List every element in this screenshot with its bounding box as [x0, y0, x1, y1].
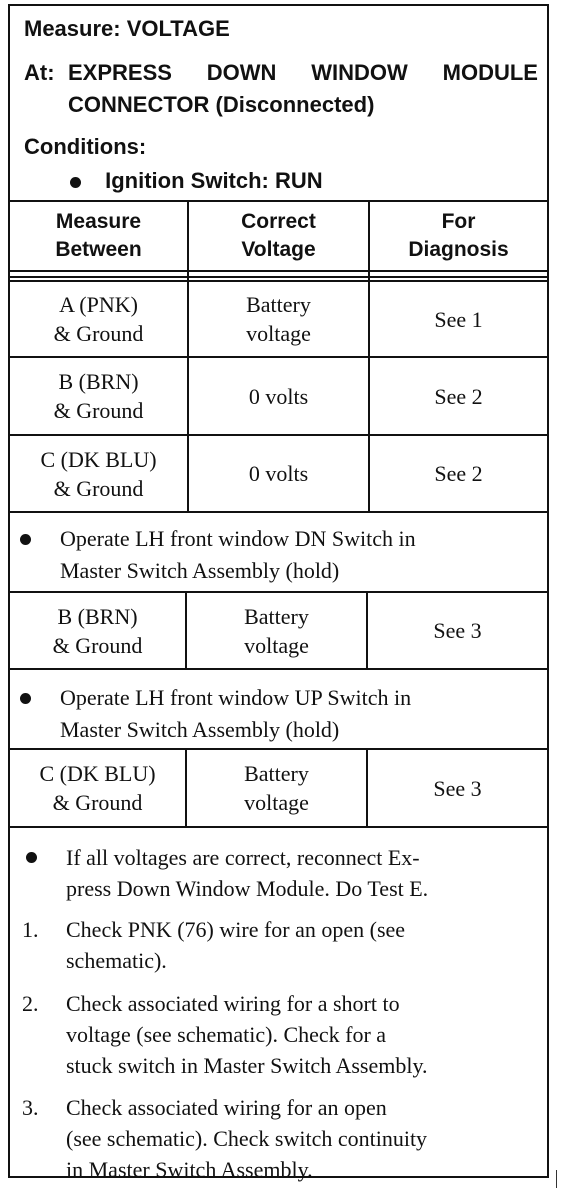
- cell-line: voltage: [244, 790, 309, 815]
- cell-line: & Ground: [52, 790, 143, 815]
- cell-line: C (DK BLU): [40, 446, 157, 472]
- correct-voltage-cell: [187, 593, 366, 668]
- note-text: [66, 1092, 536, 1185]
- divider: [10, 270, 547, 272]
- voltage-test-chart: [8, 4, 549, 1182]
- instruction-line: Master Switch Assembly (hold): [60, 558, 340, 583]
- divider: [10, 826, 547, 828]
- scan-mark: [556, 1170, 557, 1188]
- measure-between-cell: [10, 750, 185, 826]
- note-line: Check PNK (76) wire for an open (see: [66, 917, 406, 942]
- bullet-icon: [26, 852, 37, 863]
- cell-line: Battery: [246, 292, 311, 317]
- note-text: [66, 988, 536, 1081]
- diagnosis-cell: See 1: [434, 306, 483, 332]
- note-line: schematic).: [66, 948, 167, 973]
- at-word-1: EXPRESS: [68, 60, 172, 85]
- note-line: Check associated wiring for a short to: [66, 991, 400, 1016]
- cell-line: & Ground: [53, 321, 144, 346]
- note-number: 3.: [22, 1095, 39, 1120]
- diagnosis-notes: [10, 842, 547, 1182]
- note-line: (see schematic). Check switch continuity: [66, 1126, 428, 1151]
- instruction-line: Operate LH front window UP Switch in: [60, 685, 412, 710]
- note-line: If all voltages are correct, reconnect Ex-: [66, 845, 420, 870]
- at-label: At:: [24, 60, 55, 85]
- cell-line: B (BRN): [58, 369, 139, 394]
- correct-voltage-cell: 0 volts: [248, 383, 309, 409]
- at-word-2: DOWN: [206, 60, 277, 85]
- cell-line: & Ground: [53, 475, 144, 501]
- diagnosis-cell: See 2: [434, 461, 483, 486]
- correct-voltage-cell: 0 volts: [248, 461, 309, 486]
- note-text: [66, 914, 536, 976]
- instruction-line: Master Switch Assembly (hold): [60, 717, 340, 742]
- header-line: Between: [55, 238, 142, 261]
- cell-line: Battery: [244, 761, 309, 786]
- correct-voltage-cell: [187, 750, 366, 826]
- diagnosis-cell: See 2: [434, 383, 483, 409]
- divider: [10, 276, 547, 278]
- bullet-icon: [20, 693, 31, 704]
- note-line: Check associated wiring for an open: [66, 1095, 387, 1120]
- at-word-4: MODULE: [442, 60, 538, 85]
- measure-between-cell: [10, 436, 187, 511]
- diagnosis-cell: See 3: [433, 775, 482, 801]
- diagnosis-cell: See 3: [433, 618, 482, 643]
- measure-title: Measure: VOLTAGE: [24, 16, 230, 41]
- header-line: Voltage: [241, 238, 316, 261]
- note-line: press Down Window Module. Do Test E.: [66, 876, 429, 901]
- cell-line: A (PNK): [59, 292, 138, 317]
- column-header-measure-between: [10, 202, 187, 270]
- header-line: Diagnosis: [408, 238, 509, 261]
- divider: [10, 511, 547, 513]
- correct-voltage-cell: [189, 282, 368, 356]
- condition-text: Ignition Switch: RUN: [105, 168, 323, 193]
- at-location-line2: CONNECTOR (Disconnected): [68, 92, 375, 117]
- measure-between-cell: [10, 282, 187, 356]
- note-number: 2.: [22, 991, 39, 1016]
- cell-line: C (DK BLU): [39, 761, 156, 786]
- note-text: [66, 842, 536, 904]
- note-line: in Master Switch Assembly.: [66, 1157, 313, 1182]
- column-header-correct-voltage: [189, 202, 368, 270]
- cell-line: voltage: [246, 321, 311, 346]
- test-header: [10, 6, 547, 202]
- bullet-icon: [70, 177, 81, 188]
- conditions-label: Conditions:: [24, 134, 147, 159]
- header-line: Correct: [241, 210, 316, 233]
- cell-line: & Ground: [53, 398, 144, 423]
- measure-between-cell: [10, 593, 185, 668]
- note-line: stuck switch in Master Switch Assembly.: [66, 1053, 428, 1078]
- operate-dn-instruction: [20, 523, 540, 587]
- column-header-for-diagnosis: [370, 202, 547, 270]
- cell-line: B (BRN): [57, 603, 138, 629]
- instruction-line: Operate LH front window DN Switch in: [60, 526, 416, 551]
- cell-line: voltage: [244, 632, 309, 658]
- note-line: voltage (see schematic). Check for a: [66, 1022, 387, 1047]
- header-line: Measure: [55, 210, 142, 233]
- note-number: 1.: [22, 917, 39, 942]
- condition-item: [70, 168, 323, 194]
- bullet-icon: [20, 534, 31, 545]
- divider: [10, 668, 547, 670]
- cell-line: Battery: [244, 603, 309, 629]
- at-word-3: WINDOW: [311, 60, 408, 85]
- at-location-line1: [68, 60, 538, 86]
- measure-between-cell: [10, 358, 187, 434]
- header-line: For: [441, 210, 476, 233]
- operate-up-instruction: [20, 682, 540, 746]
- cell-line: & Ground: [52, 632, 143, 658]
